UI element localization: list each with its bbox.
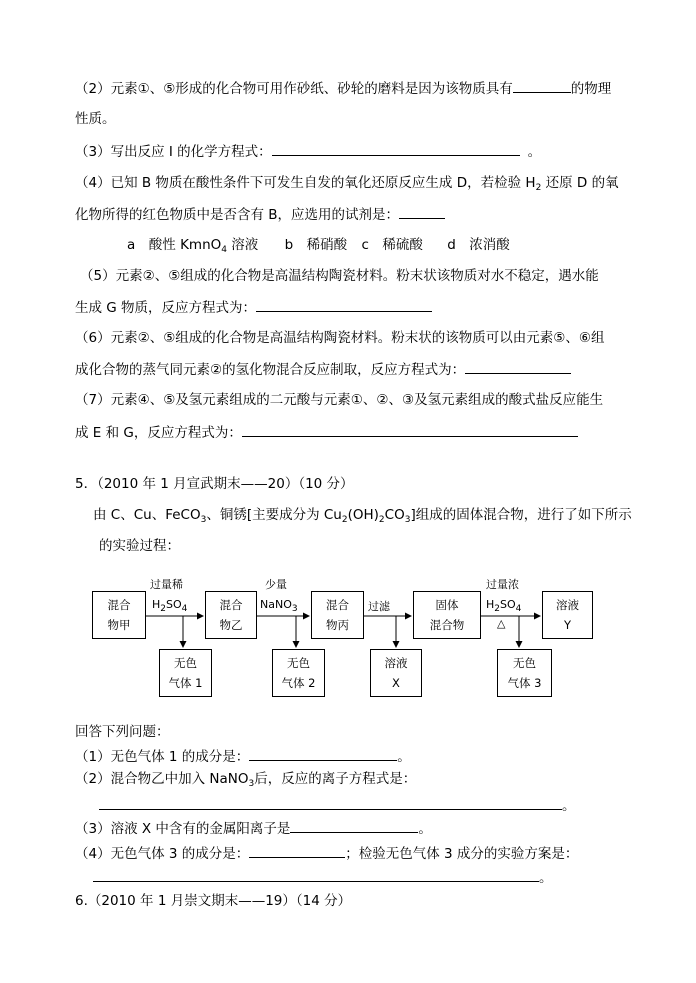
q2-cont: 性质。: [75, 111, 116, 127]
intro-sub-3: 2: [378, 515, 385, 525]
box-mixture-b: [205, 591, 257, 639]
a3-end: 。: [418, 821, 432, 837]
box-solution-x: [370, 649, 422, 697]
q4-cont-text: 化物所得的红色物质中是否含有 B，应选用的试剂是：: [75, 207, 400, 223]
problem5-intro-cont: 的实验过程：: [99, 538, 180, 554]
arrow1-chem-sub: 2: [160, 604, 167, 614]
a1-blank: [249, 746, 397, 761]
arrow4-chem-sub2: 4: [515, 604, 522, 614]
arrow4-chem-sub: 2: [494, 604, 501, 614]
a4-end: 。: [539, 870, 553, 886]
q4-option-d: d 浓消酸: [447, 237, 510, 253]
a3-blank: [290, 818, 418, 833]
a2-text: （2）混合物乙中加入 NaNO: [75, 771, 249, 787]
arrow1-chem-sub2: 4: [181, 604, 188, 614]
arrow4-chem-so: SO: [500, 598, 516, 611]
a1-line: [75, 746, 411, 767]
intro-sub-1: 3: [200, 515, 207, 525]
solx-line2: X: [392, 676, 400, 690]
gas2-line2: 气体 2: [281, 676, 316, 690]
box-mixture-c: [311, 591, 364, 639]
problem5-header: 5．（2010 年 1 月宣武期末——20）（10 分）: [75, 476, 354, 492]
box-b-line2: 物乙: [219, 618, 243, 632]
q5s-cont-text: 生成 G 物质，反应方程式为：: [75, 300, 257, 316]
intro-text-2: 、铜锈[主要成分为 Cu: [206, 507, 342, 523]
a4-blank: [249, 843, 345, 858]
arrow3-label-top: 过滤: [368, 600, 390, 613]
arrow2-label-chem: [260, 598, 298, 612]
q2-text-end: 的物理: [570, 81, 612, 97]
box-c-line1: 混合: [326, 598, 349, 612]
gas3-line1: 无色: [513, 656, 536, 670]
q7s-cont-text: 成 E 和 G，反应方程式为：: [75, 425, 242, 441]
arrow4-label-top: 过量浓: [486, 578, 519, 591]
a2-line: [75, 769, 416, 789]
arrow4-chem-h: H: [486, 598, 495, 611]
arrow1-label-top: 过量稀: [150, 578, 183, 591]
box-mixture-a: [92, 591, 146, 639]
box-d-line1: 固体: [435, 598, 459, 612]
q4-text2: 还原 D 的氧: [541, 175, 619, 191]
box-gas-3: [497, 649, 552, 697]
a4-blank-2: [93, 867, 539, 882]
a4-text: （4）无色气体 3 的成分是：: [75, 846, 250, 862]
a2-sub: 3: [248, 779, 255, 789]
a4-answer-line: [93, 867, 553, 888]
a2-blank: [99, 795, 562, 810]
box-a-line1: 混合: [107, 598, 131, 612]
gas3-line2: 气体 3: [507, 676, 542, 690]
q4-option-a-text: a 酸性 KmnO: [127, 237, 222, 253]
box-solid-mixture: [413, 591, 481, 639]
box-gas-1: [159, 649, 212, 697]
box-d-line2: 混合物: [429, 618, 465, 632]
intro-text-1: 由 C、Cu、FeCO: [93, 507, 201, 523]
q4-option-a-text2: 溶液: [226, 237, 259, 253]
arrow1-chem-so: SO: [166, 598, 182, 611]
q6s-line: （6）元素②、⑤组成的化合物是高温结构陶瓷材料。粉末状的该物质可以由元素⑤、⑥组: [75, 330, 605, 346]
a3-text: （3）溶液 X 中含有的金属阳离子是: [75, 821, 291, 837]
solx-line1: 溶液: [384, 656, 408, 670]
box-e-line1: 溶液: [556, 598, 579, 612]
answer-header: 回答下列问题：: [75, 724, 170, 740]
q2-text: （2）元素①、⑤形成的化合物可用作砂纸、砂轮的磨料是因为该物质具有: [75, 81, 513, 97]
box-b-line1: 混合: [219, 598, 243, 612]
box-gas-2: [272, 649, 325, 697]
a2-end: 。: [562, 798, 576, 814]
box-e-line2: Y: [563, 618, 572, 632]
box-c-line2: 物丙: [326, 618, 349, 632]
arrow2-chem: NaNO: [260, 598, 292, 611]
gas1-line1: 无色: [174, 656, 197, 670]
intro-text-5: ]组成的固体混合物，进行了如下所示: [410, 507, 632, 523]
gas1-line2: 气体 1: [168, 676, 203, 690]
box-solution-y: [542, 591, 593, 639]
arrow2-chem-sub: 3: [291, 604, 298, 614]
q5s-line: （5）元素②、⑤组成的化合物是高温结构陶瓷材料。粉末状该物质对水不稳定，遇水能: [80, 268, 599, 284]
q3-end: 。: [527, 144, 542, 160]
q4-option-c: c 稀硫酸: [361, 237, 423, 253]
arrow4-label-chem: [486, 598, 521, 612]
q4-option-b: b 稀硝酸: [284, 237, 348, 253]
a4-line: [75, 843, 578, 864]
gas2-line1: 无色: [287, 656, 310, 670]
q4-option-a-sub: 4: [221, 245, 227, 255]
intro-sub-2: 2: [341, 515, 348, 525]
a3-line: [75, 818, 432, 839]
q3-text: （3）写出反应 I 的化学方程式：: [75, 144, 272, 160]
q4-sub: 2: [535, 183, 542, 193]
a1-text: （1）无色气体 1 的成分是：: [75, 749, 250, 765]
intro-text-4: CO: [384, 507, 405, 523]
a4-text2: ；检验无色气体 3 成分的实验方案是：: [345, 846, 579, 862]
a2-answer-line: [99, 795, 576, 816]
intro-text-3: (OH): [347, 507, 379, 523]
arrow4-heat: △: [497, 617, 506, 630]
intro-sub-4: 3: [404, 515, 411, 525]
a1-end: 。: [397, 749, 411, 765]
q6s-cont-text: 成化合物的蒸气同元素②的氢化物混合反应制取，反应方程式为：: [75, 362, 466, 378]
q7s-line: （7）元素④、⑤及氢元素组成的二元酸与元素①、②、③及氢元素组成的酸式盐反应能生: [75, 392, 604, 408]
arrow2-label-top: 少量: [265, 578, 287, 591]
arrow1-chem-h: H: [152, 598, 161, 611]
box-a-line2: 物甲: [107, 618, 131, 632]
a2-text2: 后，反应的离子方程式是：: [254, 771, 417, 787]
q4-text: （4）已知 B 物质在酸性条件下可发生自发的氧化还原反应生成 D，若检验 H: [75, 175, 536, 191]
arrow1-label-chem: [152, 598, 187, 612]
problem6-header: 6.（2010 年 1 月崇文期末——19）（14 分）: [75, 893, 352, 909]
